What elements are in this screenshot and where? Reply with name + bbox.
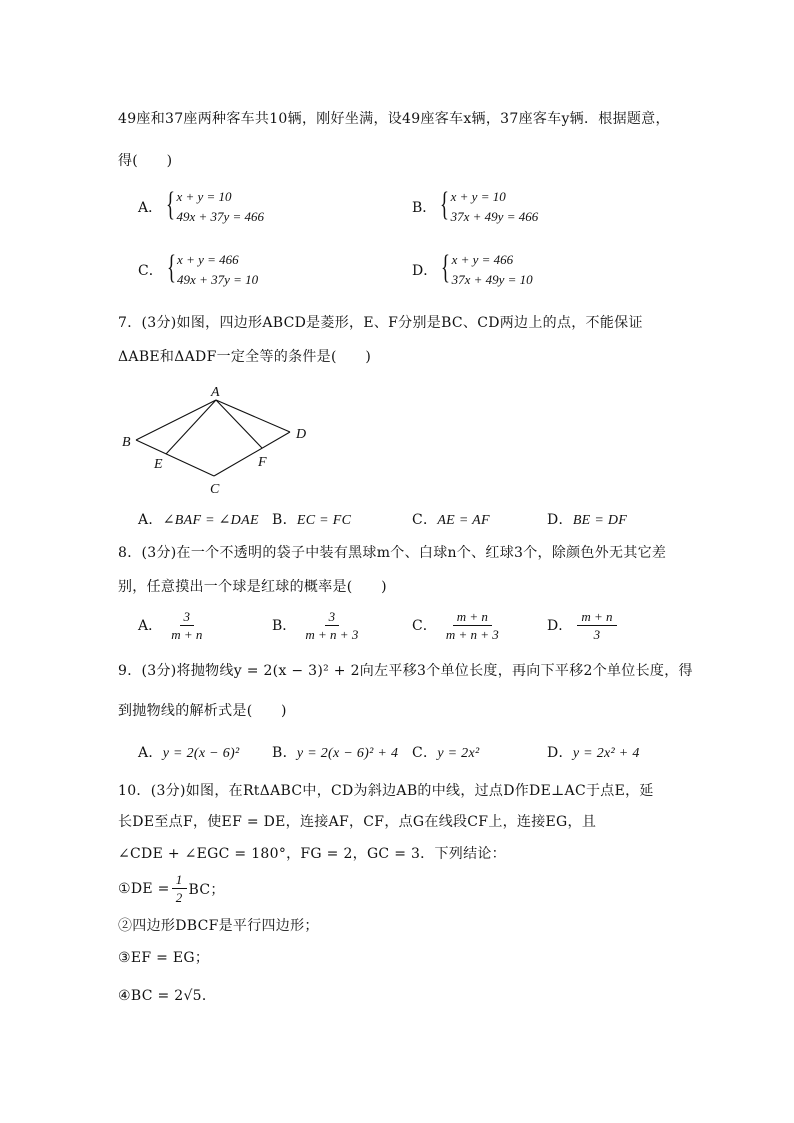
fraction [172, 872, 187, 905]
q8-option-a [138, 609, 206, 642]
q6-stem-line1: 49座和37座两种客车共10辆，刚好坐满，设49座客车x辆，37座客车y辆．根据题意， [118, 111, 670, 127]
fraction [577, 609, 616, 642]
denominator: 2 [175, 890, 183, 905]
label-a: A [211, 385, 220, 400]
q10-conclusion-1 [118, 872, 225, 905]
label-f: F [258, 455, 267, 470]
numerator: 3 [180, 609, 195, 626]
brace-icon: { [441, 249, 451, 286]
option-label: A． [138, 618, 163, 634]
rhombus-figure [110, 380, 330, 500]
option-label: A． [138, 745, 163, 761]
q9-stem-line2: 到抛物线的解析式是( ) [118, 703, 287, 719]
denominator: m + n [171, 627, 203, 642]
option-label: C． [412, 618, 437, 634]
q6-stem-line2: 得( ) [118, 153, 173, 169]
denominator: m + n + 3 [445, 627, 499, 642]
q10-stem-line3: ∠CDE + ∠EGC = 180°，FG = 2，GC = 3．下列结论： [118, 846, 506, 862]
option-label: C． [412, 745, 438, 761]
q7-option-c [412, 509, 490, 529]
numerator: m + n [453, 609, 492, 626]
q8-option-b [272, 609, 362, 642]
equation-1: x + y = 466 [451, 252, 514, 267]
option-text: ∠BAF = ∠DAE [162, 513, 259, 528]
option-label: A． [138, 200, 163, 216]
segment-ae [166, 400, 216, 454]
q9-option-b [272, 742, 398, 762]
option-text: y = 2(x − 6)² + 4 [296, 746, 399, 761]
q7-option-a [138, 509, 259, 529]
q7-stem-line2: ΔABE和ΔADF一定全等的条件是( ) [118, 349, 372, 365]
equation-2: 37x + 49y = 466 [450, 209, 539, 224]
option-label: B． [272, 618, 297, 634]
label-b: B [122, 435, 131, 450]
equation-2: 49x + 37y = 466 [176, 209, 265, 224]
fraction [301, 609, 362, 642]
label-e: E [154, 457, 163, 472]
q10-conclusion-3: ③EF = EG； [118, 950, 210, 966]
option-label: B． [272, 745, 297, 761]
q8-option-d [547, 609, 617, 642]
q8-option-c [412, 609, 503, 642]
numerator: 1 [172, 872, 187, 889]
q9-option-a [138, 742, 239, 762]
q6-option-d [412, 250, 533, 290]
equation-2: 49x + 37y = 10 [177, 272, 259, 287]
numerator: m + n [577, 609, 616, 626]
option-label: D． [547, 512, 573, 528]
edge-ad [216, 400, 290, 432]
option-label: C． [138, 263, 163, 279]
option-label: D． [547, 618, 573, 634]
brace-icon: { [166, 249, 176, 286]
q7-stem-line1: 7．(3分)如图，四边形ABCD是菱形，E、F分别是BC、CD两边上的点，不能保证 [118, 315, 643, 331]
option-text: y = 2x² + 4 [572, 746, 640, 761]
q10-conclusion-4: ④BC = 2√5． [118, 988, 217, 1004]
q7-option-d [547, 509, 627, 529]
edge-cd [214, 432, 290, 476]
edge-ab [136, 400, 216, 440]
label-d: D [296, 427, 307, 442]
option-label: D． [412, 263, 438, 279]
q6-option-c [138, 250, 258, 290]
option-text: y = 2(x − 6)² [162, 746, 240, 761]
q9-stem-line1: 9．(3分)将抛物线y = 2(x − 3)² + 2向左平移3个单位长度，再向下平移2个单位长度，得 [118, 663, 693, 679]
q10-stem-line2: 长DE至点F，使EF = DE，连接AF，CF，点G在线段CF上，连接EG，且 [118, 814, 597, 830]
option-text: EC = FC [296, 513, 352, 528]
brace-icon: { [440, 186, 450, 223]
equation-1: x + y = 466 [177, 252, 239, 267]
q8-stem-line1: 8．(3分)在一个不透明的袋子中装有黑球m个、白球n个、红球3个，除颜色外无其它差 [118, 545, 667, 561]
q10-stem-line1: 10．(3分)如图，在RtΔABC中，CD为斜边AB的中线，过点D作DE⊥AC于点E，延 [118, 783, 654, 799]
denominator: 3 [593, 627, 601, 642]
edge-bc [136, 440, 214, 476]
label-c: C [210, 482, 220, 497]
option-label: D． [547, 745, 573, 761]
conclusion-prefix: ①DE = [118, 880, 170, 897]
q7-option-b [272, 509, 351, 529]
conclusion-suffix: BC； [188, 881, 225, 898]
equation-1: x + y = 10 [450, 189, 506, 204]
option-text: y = 2x² [437, 746, 480, 761]
option-text: AE = AF [437, 513, 490, 528]
option-label: A． [138, 512, 163, 528]
option-label: B． [412, 200, 437, 216]
fraction [167, 609, 206, 642]
q9-option-c [412, 742, 480, 762]
q8-stem-line2: 别，任意摸出一个球是红球的概率是( ) [118, 579, 387, 595]
q9-option-d [547, 742, 640, 762]
segment-af [216, 400, 262, 448]
option-label: B． [272, 512, 297, 528]
q6-option-b [412, 187, 538, 227]
equation-2: 37x + 49y = 10 [451, 272, 533, 287]
option-label: C． [412, 512, 438, 528]
q10-conclusion-2: ②四边形DBCF是平行四边形； [118, 918, 319, 934]
denominator: m + n + 3 [305, 627, 359, 642]
fraction [442, 609, 503, 642]
numerator: 3 [325, 609, 340, 626]
equation-1: x + y = 10 [176, 189, 232, 204]
brace-icon: { [166, 186, 176, 223]
q6-option-a [138, 187, 264, 227]
option-text: BE = DF [572, 513, 628, 528]
